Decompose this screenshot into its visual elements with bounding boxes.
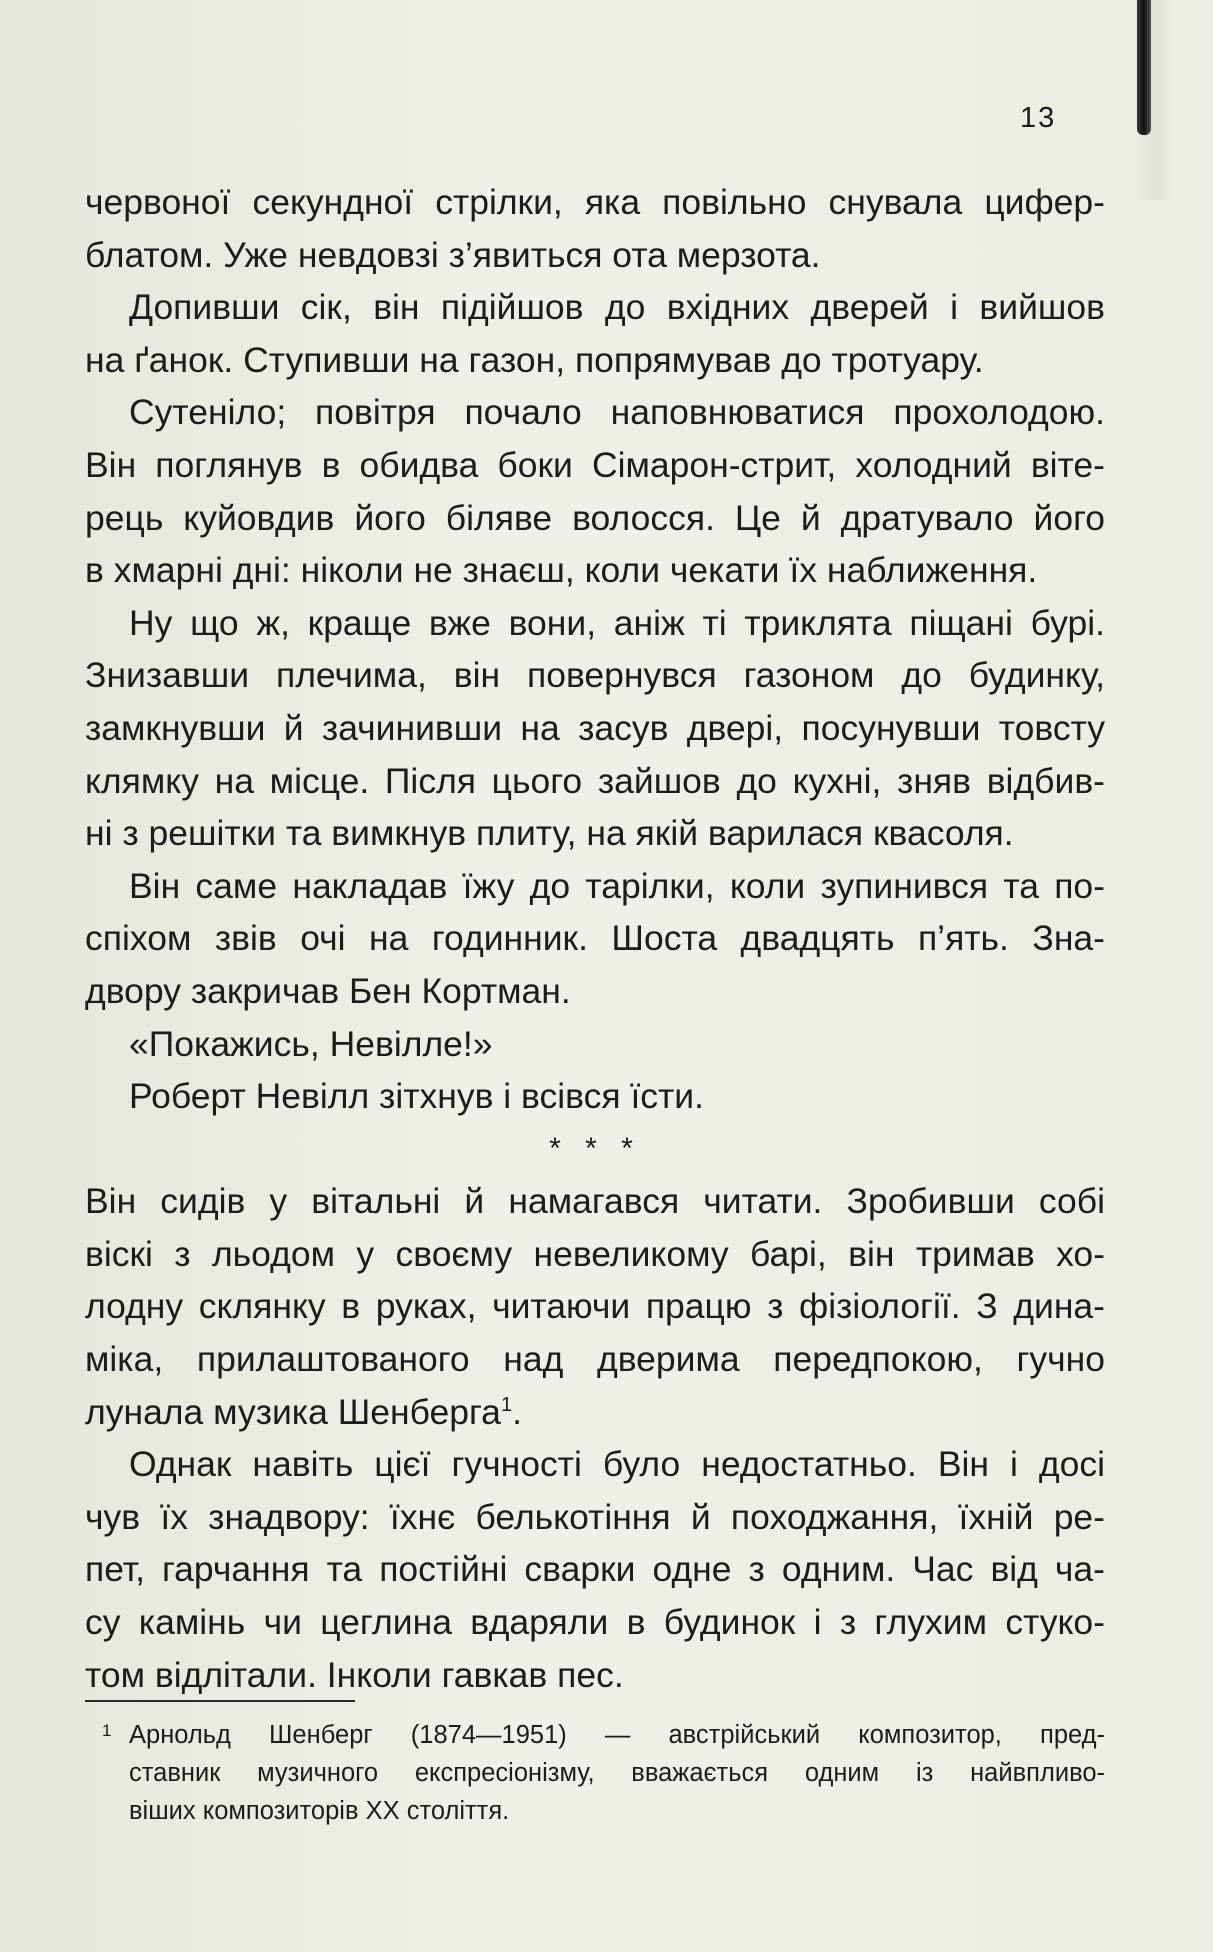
text-line: Він саме накладав їжу до тарілки, коли зупинився та по- bbox=[129, 865, 1105, 906]
paragraph bbox=[85, 176, 1105, 281]
footnote bbox=[85, 1716, 1105, 1830]
footnote-reference[interactable]: 1 bbox=[500, 1393, 513, 1416]
paragraph bbox=[85, 1018, 1105, 1071]
footnote-line: ставник музичного експресіонізму, вважається одним із найвпливо- bbox=[129, 1759, 1105, 1787]
main-text bbox=[85, 176, 1105, 1701]
text-line: Ну що ж, краще вже вони, аніж ті триклята піщані бурі. bbox=[129, 602, 1105, 643]
text-line-content: лунала музика Шенберга bbox=[85, 1391, 501, 1432]
text-line: рець куйовдив його біляве волосся. Це й дратувало його bbox=[85, 497, 1105, 538]
section-divider: * * * bbox=[549, 1131, 641, 1165]
paragraph bbox=[85, 281, 1105, 386]
text-line: червоної секундної стрілки, яка повільно снувала цифер- bbox=[85, 182, 1105, 222]
paragraph bbox=[85, 1175, 1105, 1438]
page-number: 13 bbox=[1020, 102, 1057, 134]
footnote-text bbox=[129, 1716, 1105, 1830]
text-line: Допивши сік, він підійшов до вхідних дверей і вийшов bbox=[129, 287, 1105, 328]
paragraph bbox=[85, 386, 1105, 596]
paragraph bbox=[85, 1438, 1105, 1701]
footnote-mark: 1 bbox=[102, 1721, 112, 1740]
text-line: віскі з льодом у своєму невеликому барі, він тримав хо- bbox=[85, 1233, 1105, 1274]
text-line: лодну склянку в руках, читаючи працю з фізіології. З дина- bbox=[85, 1286, 1105, 1327]
text-line: блатом. Уже невдовзі з’явиться ота мерзота. bbox=[85, 234, 821, 275]
text-line: «Покажись, Невілле!» bbox=[129, 1023, 493, 1064]
text-line: Знизавши плечима, він повернувся газоном до будинку, bbox=[85, 655, 1105, 696]
text-line: су камінь чи цеглина вдаряли в будинок і з глухим стуко- bbox=[85, 1602, 1105, 1643]
text-line: Він поглянув в обидва боки Сімарон-стрит, холодний віте- bbox=[85, 444, 1105, 485]
paragraph bbox=[85, 597, 1105, 860]
text-line: на ґанок. Ступивши на газон, попрямував до тротуару. bbox=[85, 339, 984, 380]
text-line: спіхом звів очі на годинник. Шоста двадцять п’ять. Зна- bbox=[85, 918, 1105, 959]
text-line: Сутеніло; повітря почало наповнюватися прохолодою. bbox=[129, 392, 1105, 433]
text-line: пет, гарчання та постійні сварки одне з одним. Час від ча- bbox=[85, 1549, 1105, 1590]
footnote-line: Арнольд Шенберг (1874—1951) — австрійський композитор, пред- bbox=[129, 1721, 1105, 1749]
text-line: ні з решітки та вимкнув плиту, на якій варилася квасоля. bbox=[85, 813, 1014, 854]
footnote-line: віших композиторів XX століття. bbox=[129, 1797, 510, 1825]
paragraph bbox=[85, 860, 1105, 1018]
text-line: замкнувши й зачинивши на засув двері, посунувши товсту bbox=[85, 707, 1105, 748]
text-line: двору закричав Бен Кортман. bbox=[85, 970, 571, 1011]
book-spine-edge bbox=[1137, 0, 1151, 135]
text-line: Роберт Невілл зітхнув і всівся їсти. bbox=[129, 1076, 705, 1117]
text-line: клямку на місце. Після цього зайшов до кухні, зняв відбив- bbox=[85, 760, 1105, 801]
text-line: чув їх знадвору: їхнє белькотіння й походжання, їхній ре- bbox=[85, 1496, 1105, 1537]
text-line: міка, прилаштованого над дверима передпокою, гучно bbox=[85, 1339, 1105, 1380]
text-line: лунала музика Шенберга$^1$. bbox=[85, 1391, 522, 1432]
text-line: в хмарні дні: ніколи не знаєш, коли чекати їх наближення. bbox=[85, 550, 1038, 591]
text-line: Він сидів у вітальні й намагався читати. Зробивши собі bbox=[85, 1181, 1105, 1222]
text-line: Однак навіть цієї гучності було недостатньо. Він і досі bbox=[129, 1444, 1105, 1485]
paragraph bbox=[85, 1070, 1105, 1123]
text-line: том відлітали. Інколи гавкав пес. bbox=[85, 1654, 624, 1695]
footnote-separator bbox=[85, 1700, 355, 1702]
